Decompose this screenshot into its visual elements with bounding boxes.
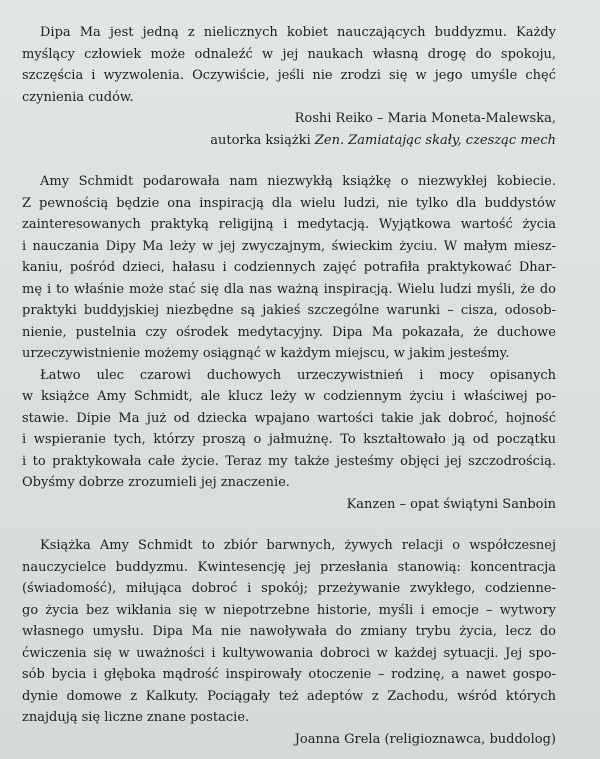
quote-grela bbox=[22, 535, 556, 750]
quote-line: sób bycia i głęboka mądrość inspirowały otoczenie – rodzinę, a nawet gospo- bbox=[22, 667, 556, 682]
quote-line: Obyśmy dobrze zrozumieli jej znaczenie. bbox=[22, 475, 290, 490]
quote-line: myślący człowiek może odnaleźć w jej naukach własną drogę do spokoju, bbox=[22, 46, 556, 62]
quote-author: Kanzen – opat świątyni Sanboin bbox=[346, 496, 556, 512]
quote-reiko bbox=[22, 22, 556, 151]
quote-line: urzeczywistnienie możemy osiągnąć w każdym miejscu, w jakim jesteśmy. bbox=[22, 346, 510, 361]
author-book-title: Zen. Zamiatając skały, czesząc mech bbox=[314, 132, 556, 148]
quote-kanzen bbox=[22, 171, 556, 515]
quote-line: Książka Amy Schmidt to zbiór barwnych, żywych relacji o współczesnej bbox=[40, 538, 556, 553]
quote-line: i to praktykowała całe życie. Teraz my także jesteśmy objęci jej szczodrością. bbox=[22, 453, 556, 469]
quote-line: nauczycielce buddyzmu. Kwintesencję jej przesłania stanowią: koncentracja bbox=[22, 559, 556, 575]
quote-line: szczęścia i wyzwolenia. Oczywiście, jeśli nie zrodzi się w jego umyśle chęć bbox=[22, 68, 556, 83]
quote-author: Joanna Grela (religioznawca, buddolog) bbox=[294, 731, 556, 747]
quote-line: czynienia cudów. bbox=[22, 89, 134, 105]
quote-line: zainteresowanych praktyką religijną i medytacją. Wyjątkowa wartość życia bbox=[22, 217, 556, 232]
quote-line: ćwiczenia się w uważności i kultywowania dobroci w każdej sytuacji. Jej spo- bbox=[22, 645, 556, 661]
quote-line: Dipa Ma jest jedną z nielicznych kobiet nauczających buddyzmu. Każdy bbox=[40, 25, 556, 40]
quote-line: w książce Amy Schmidt, ale klucz leży w codziennym życiu i właściwej po- bbox=[22, 389, 556, 404]
quote-line: praktyki buddyjskiej niezbędne są jakieś szczególne warunki – cisza, odosob- bbox=[22, 303, 556, 318]
author-role-prefix: autorka książki bbox=[210, 132, 315, 148]
quote-line: mę i to właśnie może stać się dla nas ważną inspiracją. Wielu ludzi myśli, że do bbox=[22, 281, 556, 297]
quote-line: i wspieranie tych, którzy proszą o jałmużnę. To kształtowało ją od początku bbox=[22, 432, 556, 447]
quote-line: stawie. Dipie Ma już od dziecka wpajano wartości takie jak dobroć, hojność bbox=[22, 410, 556, 426]
quote-line: dynie domowe z Kalkuty. Pociągały też adeptów z Zachodu, wśród których bbox=[22, 688, 556, 704]
quote-line: Amy Schmidt podarowała nam niezwykłą książkę o niezwykłej kobiecie. bbox=[40, 174, 556, 189]
quote-line: kaniu, pośród dzieci, hałasu i codziennych zajęć potrafiła praktykować Dhar- bbox=[22, 260, 556, 275]
quote-line: Z pewnością będzie ona inspiracją dla wielu ludzi, nie tylko dla buddystów bbox=[22, 195, 556, 211]
quote-line: Łatwo ulec czarowi duchowych urzeczywistnień i mocy opisanych bbox=[40, 367, 556, 383]
quote-line: go życia bez wikłania się w niepotrzebne historie, myśli i emocje – wytwory bbox=[22, 602, 556, 618]
quote-line: znajdują się liczne znane postacie. bbox=[22, 710, 250, 725]
quote-author-role bbox=[22, 130, 556, 152]
quote-line: i nauczania Dipy Ma leży w jej zwyczajnym, świeckim życiu. W małym miesz- bbox=[22, 238, 556, 254]
quote-line: własnego umysłu. Dipa Ma nie nawoływała do zmiany trybu życia, lecz do bbox=[22, 624, 556, 639]
quote-author: Roshi Reiko – Maria Moneta-Malewska, bbox=[294, 111, 556, 126]
quote-line: nienie, pustelnia czy ośrodek medytacyjny. Dipa Ma pokazała, że duchowe bbox=[22, 324, 556, 340]
quote-line: (świadomość), miłująca dobroć i spokój; przeżywanie zwykłego, codzienne- bbox=[22, 581, 556, 596]
